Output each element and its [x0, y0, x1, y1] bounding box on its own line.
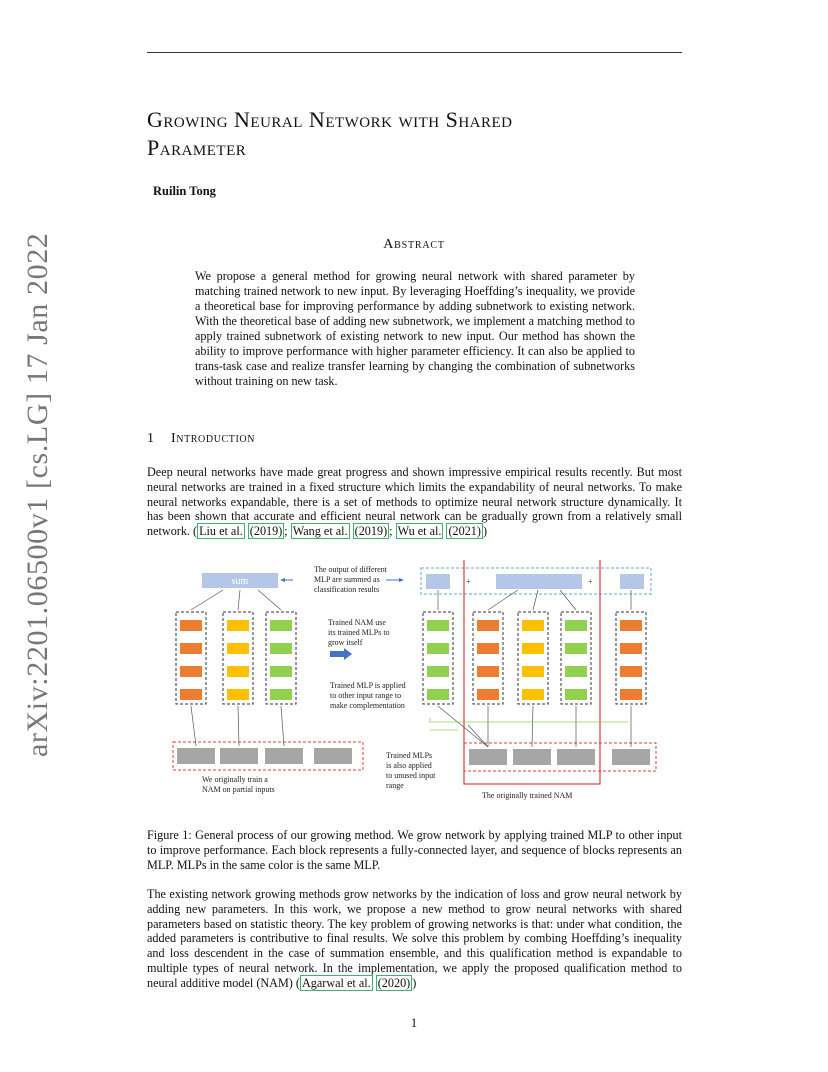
note-unused-2: is also applied	[386, 761, 432, 770]
figure-diagram	[168, 560, 658, 810]
arxiv-identifier: arXiv:2201.06500v1 [cs.LG] 17 Jan 2022	[21, 232, 54, 757]
input-block	[220, 748, 258, 764]
para2-text: The existing network growing methods grow networks by the indication of loss and grow neural network by adding new parameters. In this work, we propose a new method to grow neural networks with shared parameters based on statistic theory. The key problem of growing networks is that: under what condition, the added parameters is contributive to final results. We solve this problem by combing Hoeffding’s inequality and loss descendent in the case of summation ensemble, and this qualification method is expandable to multiple types of neural network. In the implementation, we apply the proposed qualification method to neural additive model (NAM) (	[147, 887, 682, 990]
intro-paragraph-1: Deep neural networks have made great progress and shown impressive empirical results recently. But most neural networks are trained in a fixed structure which limits the expandability of neural networks. To make neural networks expandable, there is a set of methods to optimize neural network structure dynamically. It has been shown that accurate and efficient neural network can be gradually grown from a relatively small network. ( Liu et al. (2019) ; Wang et al. (2019) ; Wu et al. (2021) )	[147, 465, 682, 539]
title-line-1: Growing Neural Network with Shared	[147, 107, 513, 132]
figure-1	[168, 560, 658, 810]
mlp-column-right-orange-b	[616, 612, 646, 704]
note-apply-1: Trained MLP is applied	[330, 681, 406, 690]
citation-link[interactable]: Agarwal et al.	[301, 975, 371, 990]
citation-link[interactable]: (2021)	[448, 524, 481, 539]
note-unused-4: range	[386, 781, 404, 790]
intro-paragraph-2: The existing network growing methods grow networks by the indication of loss and grow neural network by adding new parameters. In this work, we propose a new method to grow neural networks with shared parameters based on statistic theory. The key problem of growing networks is that: under what condition, the added parameters is contributive to final results. We solve this problem by combing Hoeffding’s inequality and loss descendent in the case of summation ensemble, and this qualification method is expandable to multiple types of neural network. In the implementation, we apply the proposed qualification method to neural additive model (NAM) ( Agarwal et al. (2020) )	[147, 887, 682, 990]
title-line-2: Parameter	[147, 135, 247, 160]
mlp-column-right-orange-a	[473, 612, 503, 704]
input-block	[612, 749, 650, 765]
input-block	[265, 748, 303, 764]
mlp-column-right-green-b	[561, 612, 591, 704]
top-rule	[147, 52, 682, 53]
output-box-b	[496, 574, 582, 589]
sum-arrow-head	[280, 578, 285, 582]
note-output-2: MLP are summed as	[314, 575, 380, 584]
note-grow-3: grow itself	[328, 638, 363, 647]
section-heading	[147, 431, 255, 447]
output-box-c	[620, 574, 644, 589]
input-block	[177, 748, 215, 764]
section-number: 1	[147, 431, 155, 446]
citation-link[interactable]: (2019)	[249, 524, 283, 539]
input-block	[513, 749, 551, 765]
input-block	[557, 749, 595, 765]
plus-sign: +	[466, 577, 471, 586]
note-unused-1: Trained MLPs	[386, 751, 433, 760]
citation-link[interactable]: Wu et al.	[397, 524, 442, 539]
citation-link[interactable]: (2020)	[377, 975, 411, 990]
note-output-1: The output of different	[314, 565, 387, 574]
note-original-2: NAM on partial inputs	[202, 785, 275, 794]
section-title: Introduction	[171, 431, 256, 446]
para1-text: Deep neural networks have made great progress and shown impressive empirical results recently. But most neural networks are trained in a fixed structure which limits the expandability of neural networks. To make neural networks expandable, there is a set of methods to optimize neural network structure dynamically. It has been shown that accurate and efficient neural network can be gradually grown from a relatively small network. (	[147, 465, 682, 539]
input-block	[314, 748, 352, 764]
output-arrow-head	[399, 578, 404, 582]
mlp-column-left-green	[266, 612, 296, 704]
sum-label: sum	[231, 576, 249, 587]
mlp-column-right-green-a	[423, 612, 453, 704]
citation-link[interactable]: (2019)	[354, 524, 388, 539]
column-to-output-lines	[191, 590, 631, 610]
author-name: Ruilin Tong	[153, 184, 216, 198]
note-original-1: We originally train a	[202, 775, 268, 784]
note-grow-2: its trained MLPs to	[328, 628, 390, 637]
note-output-3: classification results	[314, 585, 380, 594]
input-block	[469, 749, 507, 765]
figure-caption: Figure 1: General process of our growing method. We grow network by applying trained MLP to other input to improve performance. Each block represents a fully-connected layer, and sequence of blocks represents an MLP. MLPs in the same color is the same MLP.	[147, 828, 682, 872]
citation-link[interactable]: Liu et al.	[199, 524, 243, 539]
page-number: 1	[410, 1016, 418, 1030]
note-apply-2: to other input range to	[330, 691, 402, 700]
note-grow-1: Trained NAM use	[328, 618, 386, 627]
input-to-column-lines	[191, 706, 631, 747]
mlp-column-left-orange	[176, 612, 206, 704]
mlp-column-right-yellow	[518, 612, 548, 704]
abstract-text: We propose a general method for growing neural network with shared parameter by matching trained network to new input. By leveraging Hoeffding’s inequality, we provide a theoretical base for improving performance by adding subnetwork to existing network. With the theoretical base of adding new subnetwork, we implement a matching method to apply trained subnetwork of existing network to new input. Our method has shown the ability to improve performance with higher parameter efficiency. It can also be applied to trans-task case and realize transfer learning by changing the combination of subnetworks without training on new task.	[195, 269, 635, 388]
abstract-heading: Abstract	[383, 237, 445, 252]
grow-arrow-icon	[330, 648, 352, 660]
paper-title	[147, 106, 682, 162]
note-original-nam: The originally trained NAM	[482, 791, 573, 800]
citation-link[interactable]: Wang et al.	[292, 524, 348, 539]
output-box-a	[426, 574, 450, 589]
plus-sign: +	[588, 577, 593, 586]
note-unused-3: to unused input	[386, 771, 436, 780]
note-apply-3: make complementation	[330, 701, 405, 710]
mlp-column-left-yellow	[223, 612, 253, 704]
